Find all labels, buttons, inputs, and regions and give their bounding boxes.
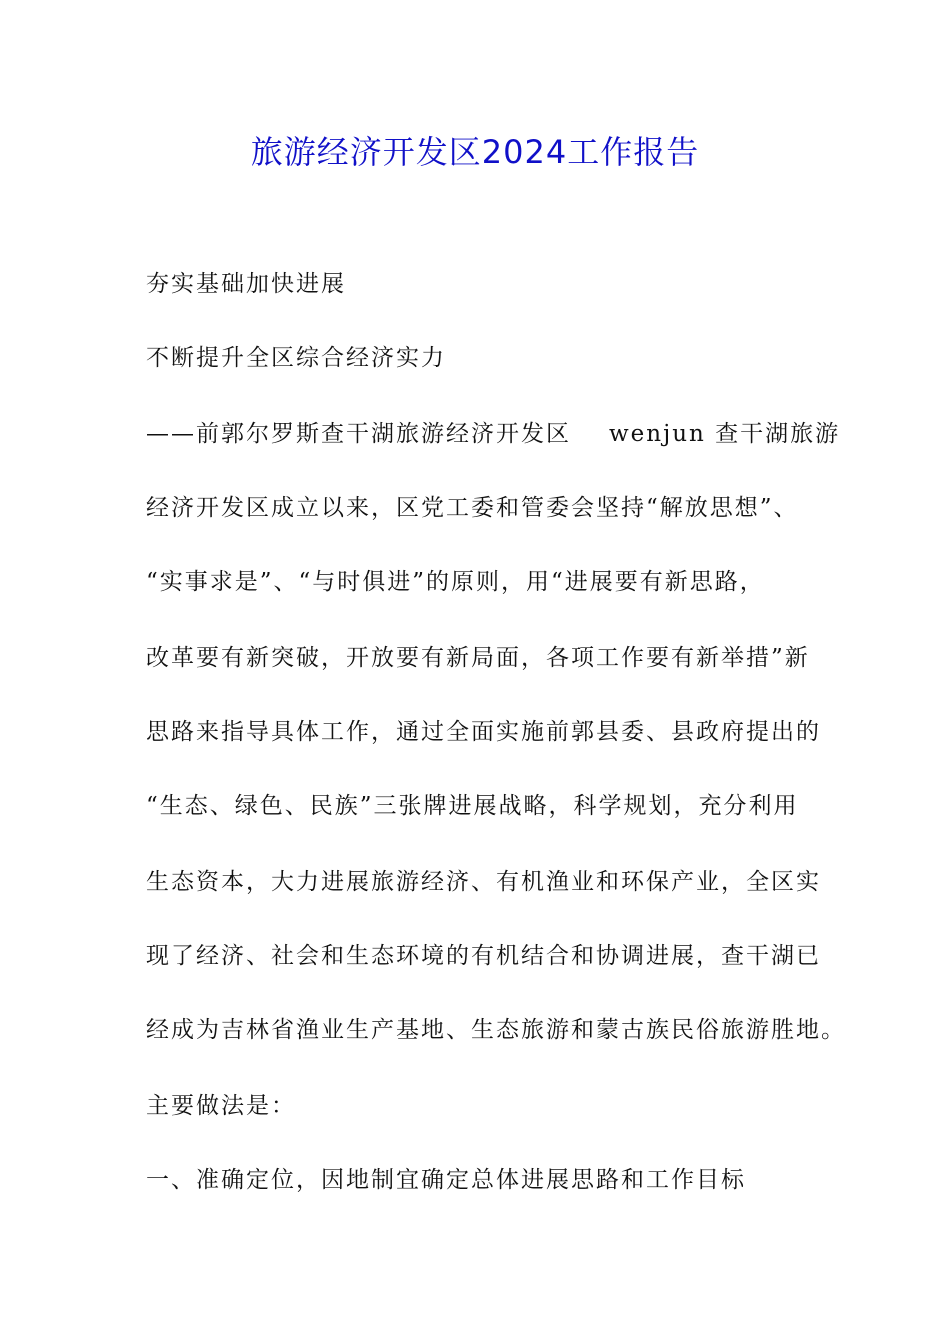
document-title: 旅游经济开发区2024工作报告 xyxy=(250,133,700,171)
body-line: 改革要有新突破，开放要有新局面，各项工作要有新举措”新 xyxy=(146,645,810,671)
body-line: 经成为吉林省渔业生产基地、生态旅游和蒙古族民俗旅游胜地。 xyxy=(146,1017,846,1043)
body-line: 主要做法是： xyxy=(146,1093,296,1119)
body-line-part: wenjun 查干湖旅游 xyxy=(609,421,841,447)
section-heading: 一、准确定位，因地制宜确定总体进展思路和工作目标 xyxy=(146,1167,746,1193)
body-line: 现了经济、社会和生态环境的有机结合和协调进展，查干湖已 xyxy=(146,943,821,969)
body-line-part: ——前郭尔罗斯查干湖旅游经济开发区 xyxy=(146,421,571,447)
body-line-with-author xyxy=(146,418,841,450)
body-line: 思路来指导具体工作，通过全面实施前郭县委、县政府提出的 xyxy=(146,719,821,745)
body-line: 生态资本，大力进展旅游经济、有机渔业和环保产业，全区实 xyxy=(146,869,821,895)
body-line: “实事求是”、“与时俱进”的原则，用“进展要有新思路， xyxy=(146,569,765,595)
body-line: 经济开发区成立以来，区党工委和管委会坚持“解放思想”、 xyxy=(146,495,799,521)
body-line: “生态、绿色、民族”三张牌进展战略，科学规划，充分利用 xyxy=(146,793,799,819)
body-line: 不断提升全区综合经济实力 xyxy=(146,345,446,371)
body-line: 夯实基础加快进展 xyxy=(146,271,346,297)
